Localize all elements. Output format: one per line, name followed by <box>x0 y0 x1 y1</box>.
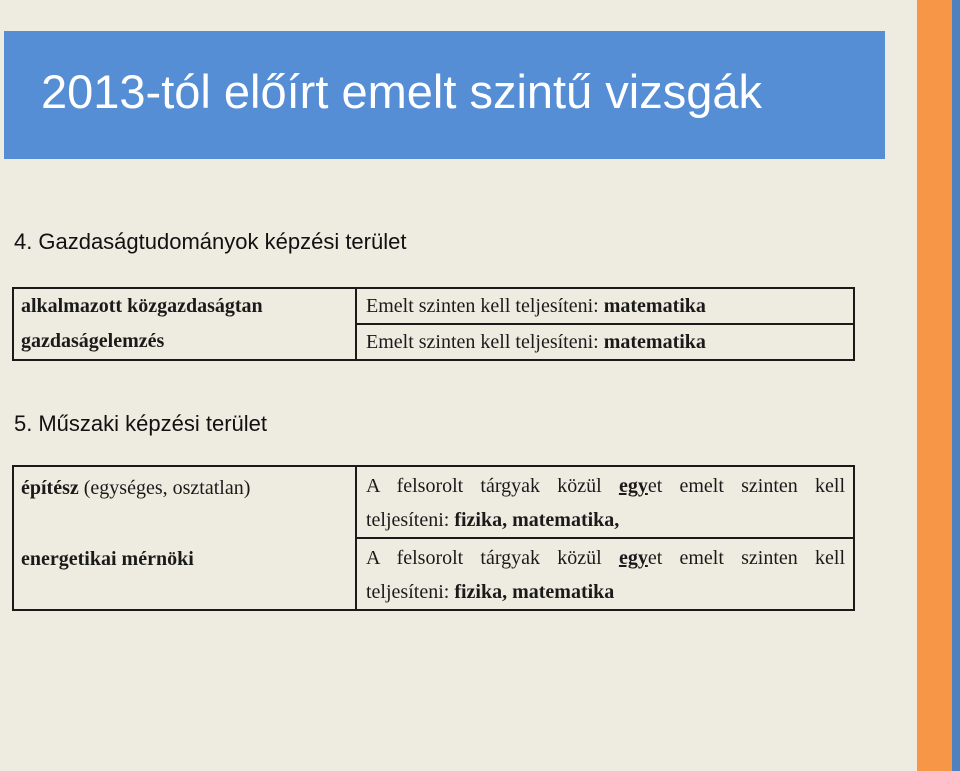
requirement-cell <box>356 538 854 610</box>
section-number: 4. <box>14 229 33 254</box>
table-row <box>13 324 854 360</box>
subject-name: energetikai mérnöki <box>21 548 194 570</box>
requirement-cell <box>356 288 854 324</box>
requirement-text: Emelt szinten kell teljesíteni: <box>366 295 604 317</box>
side-accent-orange <box>917 0 952 771</box>
subject-cell <box>13 288 356 324</box>
requirement-emphasis: egy <box>618 547 648 569</box>
subject-cell <box>13 324 356 360</box>
subject-name: gazdaságelemzés <box>21 330 165 352</box>
slide-title: 2013-tól előírt emelt szintű vizsgák <box>41 65 762 118</box>
requirement-subject: matematika <box>603 295 706 317</box>
engineering-table <box>12 465 855 611</box>
requirement-cell <box>356 324 854 360</box>
table-row <box>13 466 854 538</box>
requirement-text: Emelt szinten kell teljesíteni: <box>366 331 604 353</box>
side-accent-blue <box>952 0 960 771</box>
requirement-emphasis: egy <box>618 475 648 497</box>
requirement-subject: fizika, matematika, <box>454 509 620 531</box>
section-heading-engineering <box>14 412 267 436</box>
section-number: 5. <box>14 411 33 436</box>
subject-qualifier: (egységes, osztatlan) <box>78 477 251 499</box>
subject-name: építész <box>21 477 79 499</box>
requirement-subject: fizika, matematika <box>454 581 615 603</box>
requirement-text: et emelt szinten kell teljesíteni: <box>366 475 845 531</box>
section-title: Műszaki képzési terület <box>38 411 268 436</box>
requirement-cell <box>356 466 854 538</box>
requirement-text: A felsorolt tárgyak közül <box>366 475 619 497</box>
table-row <box>13 288 854 324</box>
subject-cell <box>13 538 356 610</box>
subject-cell <box>13 466 356 538</box>
table-row <box>13 538 854 610</box>
economics-table <box>12 287 855 361</box>
requirement-text: A felsorolt tárgyak közül <box>366 547 619 569</box>
section-title: Gazdaságtudományok képzési terület <box>38 229 407 254</box>
subject-name: alkalmazott közgazdaságtan <box>21 295 263 317</box>
requirement-text: et emelt szinten kell teljesíteni: <box>366 547 845 603</box>
section-heading-economics <box>14 230 406 254</box>
requirement-subject: matematika <box>603 331 706 353</box>
